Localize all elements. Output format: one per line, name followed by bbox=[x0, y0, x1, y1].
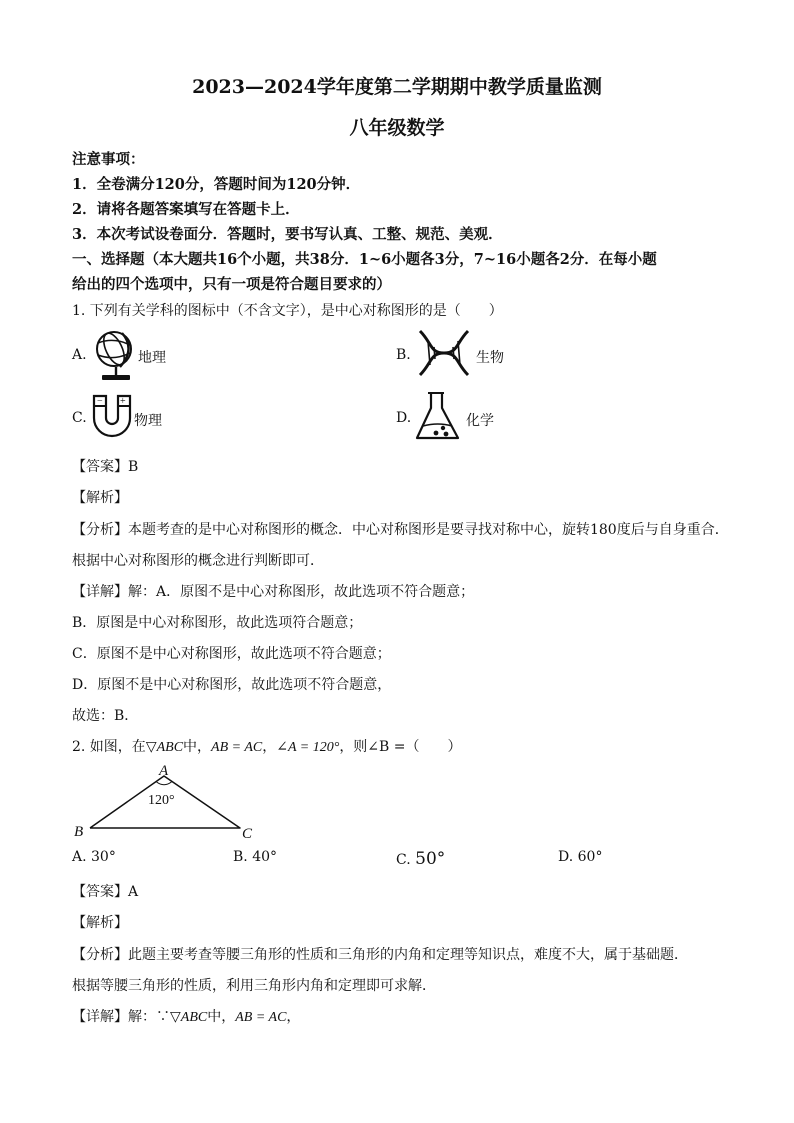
q1-answer: 【答案】B bbox=[72, 459, 139, 475]
note-item: 3．本次考试设卷面分．答题时，要书写认真、工整、规范、美观． bbox=[72, 226, 503, 243]
globe-icon bbox=[92, 325, 140, 383]
q1-option-b-text: 生物 bbox=[476, 350, 504, 366]
section-heading-line2: 给出的四个选项中，只有一项是符合题目要求的） bbox=[72, 276, 391, 293]
q1-analysis-line2: 根据中心对称图形的概念进行判断即可． bbox=[72, 553, 324, 569]
q2-option-b-letter: B. bbox=[233, 849, 248, 865]
note-item: 1．全卷满分120分，答题时间为120分钟． bbox=[72, 176, 361, 193]
q2-option-a bbox=[72, 849, 116, 865]
q1-option-d-letter: D. bbox=[396, 410, 412, 426]
q2-analysis-line1: 【分析】此题主要考查等腰三角形的性质和三角形的内角和定理等知识点，难度不大，属于基础题． bbox=[72, 947, 688, 963]
q2-detail-prefix: 【详解】解：∵ bbox=[72, 1009, 170, 1025]
q2-stem: 2. 如图，在▽ABC中，AB = AC，∠A = 120°，则∠B =（ ） bbox=[72, 739, 462, 755]
q2-option-b bbox=[233, 849, 277, 865]
q2-stem-number: 2. 如图，在 bbox=[72, 739, 146, 755]
q1-option-c-letter: C. bbox=[72, 410, 87, 426]
q1-option-c-text: 物理 bbox=[134, 413, 162, 429]
q1-detail-line: C．原图不是中心对称图形，故此选项不符合题意； bbox=[72, 646, 391, 662]
vertex-a-label: A bbox=[159, 763, 169, 779]
vertex-c-label: C bbox=[242, 826, 253, 842]
q2-stem-end: ，则∠B =（ ） bbox=[339, 739, 462, 755]
angle-label: 120° bbox=[148, 793, 175, 808]
q2-detail-equation: AB = AC bbox=[235, 1010, 287, 1025]
exam-title: 2023—2024学年度第二学期期中教学质量监测 bbox=[192, 76, 602, 98]
q2-option-d-letter: D. bbox=[558, 849, 574, 865]
q2-option-c bbox=[396, 849, 445, 869]
q1-option-b-letter: B. bbox=[396, 347, 411, 363]
q1-stem: 1. 下列有关学科的图标中（不含文字），是中心对称图形的是（ ） bbox=[72, 303, 503, 319]
magnet-plus-label: + bbox=[120, 396, 126, 407]
triangle-figure bbox=[70, 762, 260, 842]
q2-detail-mid: 中， bbox=[207, 1009, 236, 1025]
vertex-b-label: B bbox=[74, 824, 84, 840]
q2-option-a-letter: A. bbox=[72, 849, 87, 865]
magnet-icon bbox=[90, 392, 134, 440]
q2-stem-triangle: ABC bbox=[156, 740, 184, 755]
dna-icon bbox=[416, 327, 472, 379]
q1-detail-line: B．原图是中心对称图形，故此选项符合题意； bbox=[72, 615, 363, 631]
section-heading-line1: 一、选择题（本大题共16个小题，共38分．1~6小题各3分，7~16小题各2分．在每小题 bbox=[72, 251, 657, 268]
q2-detail-triangle: ABC bbox=[180, 1010, 208, 1025]
q2-stem-angle: ∠A = 120° bbox=[276, 740, 340, 755]
magnet-minus-label: − bbox=[97, 396, 103, 407]
q2-analysis-line2: 根据等腰三角形的性质，利用三角形内角和定理即可求解． bbox=[72, 978, 436, 994]
q2-detail-line bbox=[72, 1006, 300, 1026]
q2-answer: 【答案】A bbox=[72, 884, 139, 900]
q1-analysis-label: 【解析】 bbox=[72, 490, 128, 506]
flask-icon bbox=[414, 390, 464, 442]
triangle-symbol: ▽ bbox=[170, 1010, 181, 1025]
note-item: 2．请将各题答案填写在答题卡上． bbox=[72, 201, 300, 218]
q2-option-a-value: 30° bbox=[91, 849, 116, 865]
notes-heading: 注意事项： bbox=[72, 151, 145, 168]
q1-option-a-text: 地理 bbox=[138, 350, 166, 366]
q2-option-c-letter: C. bbox=[396, 852, 411, 868]
q1-detail-line: 【详解】解：A．原图不是中心对称图形，故此选项不符合题意； bbox=[72, 584, 475, 600]
q2-stem-mid: 中， bbox=[183, 739, 212, 755]
q2-option-d-value: 60° bbox=[577, 849, 603, 865]
q2-detail-end: ， bbox=[286, 1009, 301, 1025]
q1-conclusion: 故选：B． bbox=[72, 708, 139, 724]
triangle-symbol: ▽ bbox=[145, 740, 157, 755]
q2-option-b-value: 40° bbox=[252, 849, 278, 865]
q2-analysis-label: 【解析】 bbox=[72, 915, 128, 931]
q2-option-d bbox=[558, 849, 602, 865]
q1-analysis-line1: 【分析】本题考查的是中心对称图形的概念．中心对称图形是要寻找对称中心，旋转180度后与自身重合． bbox=[72, 522, 729, 538]
exam-subtitle: 八年级数学 bbox=[349, 117, 445, 139]
q2-stem-equation: AB = AC bbox=[211, 740, 263, 755]
q1-option-a-letter: A. bbox=[72, 347, 87, 363]
q1-option-d-text: 化学 bbox=[466, 413, 494, 429]
q1-detail-line: D．原图不是中心对称图形，故此选项不符合题意， bbox=[72, 677, 392, 693]
q2-option-c-value: 50° bbox=[415, 849, 446, 869]
